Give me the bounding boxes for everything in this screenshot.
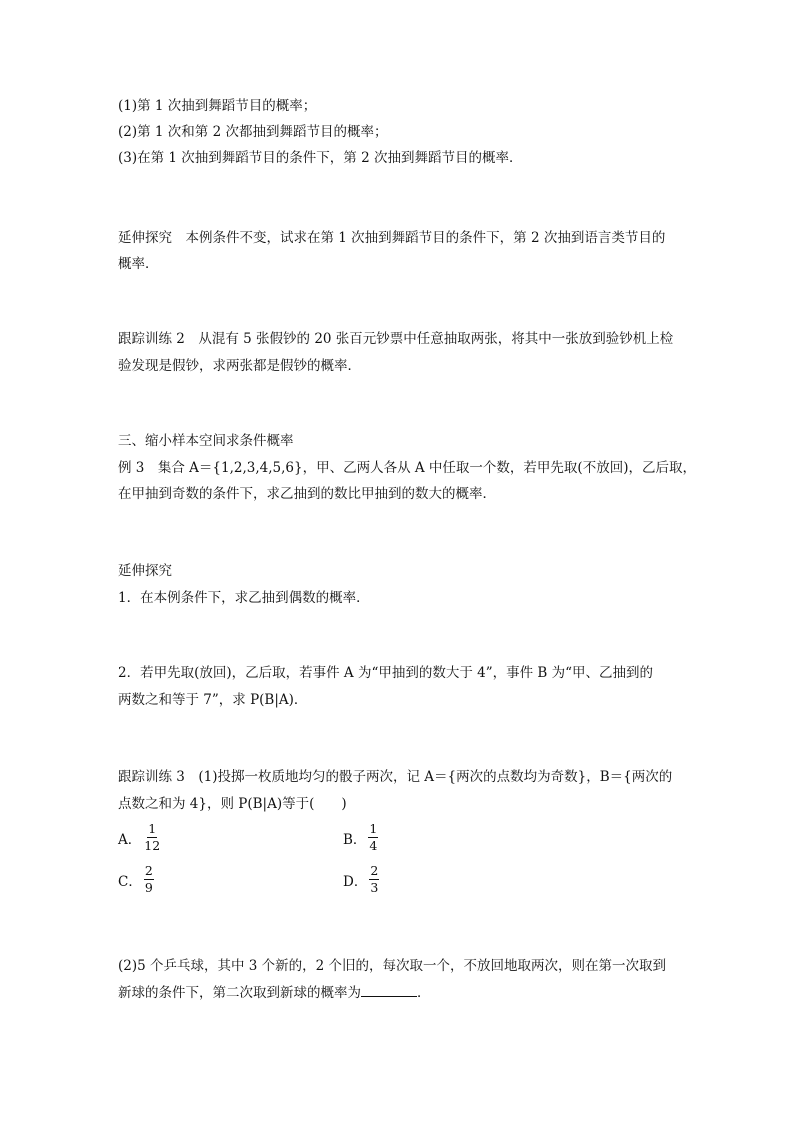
ex2-question-3: (3)在第 1 次抽到舞蹈节目的条件下，第 2 次抽到舞蹈节目的概率． (118, 150, 523, 166)
ex2-question-2: (2)第 1 次和第 2 次都抽到舞蹈节目的概率； (118, 124, 388, 140)
option-a-letter: A． (118, 831, 142, 848)
option-d-denominator: 3 (370, 880, 379, 895)
training3-q2-line2 (118, 984, 431, 1002)
option-b[interactable] (343, 822, 378, 853)
training3-q2-line2-text: 新球的条件下，第二次取到新球的概率为 (118, 985, 361, 1001)
option-b-denominator: 4 (369, 838, 378, 853)
option-c-letter: C． (118, 873, 142, 890)
ex2-question-1: (1)第 1 次抽到舞蹈节目的概率； (118, 98, 317, 114)
training3-q2-line2-end: ． (417, 985, 431, 1001)
extension1-line2: 概率． (118, 256, 159, 272)
option-b-fraction (368, 822, 378, 853)
option-d-numerator: 2 (370, 863, 379, 878)
section3-title: 三、缩小样本空间求条件概率 (118, 433, 294, 449)
option-d-letter: D． (343, 873, 368, 890)
extension2-q2-line1: 2．若甲先取(放回)，乙后取，若事件 A 为“甲抽到的数大于 4”，事件 B 为“甲、乙抽到的 (118, 665, 654, 681)
example3-line2: 在甲抽到奇数的条件下，求乙抽到的数比甲抽到的数大的概率． (118, 486, 496, 502)
option-c[interactable] (118, 864, 154, 895)
option-a-denominator: 12 (144, 838, 161, 853)
extension1-line1: 延伸探究 本例条件不变，试求在第 1 次抽到舞蹈节目的条件下，第 2 次抽到语言类节目的 (118, 230, 666, 246)
option-c-numerator: 2 (144, 863, 153, 878)
option-a[interactable] (118, 822, 161, 853)
option-c-denominator: 9 (144, 880, 153, 895)
extension2-q1: 1．在本例条件下，求乙抽到偶数的概率． (118, 590, 370, 606)
training3-line2: 点数之和为 4}，则 P(B|A)等于( ) (118, 796, 347, 812)
option-b-letter: B． (343, 831, 367, 848)
option-d-fraction (369, 864, 379, 895)
extension2-title: 延伸探究 (118, 563, 172, 579)
option-b-numerator: 1 (369, 821, 378, 836)
answer-blank[interactable] (361, 984, 417, 997)
training3-line1: 跟踪训练 3 (1)投掷一枚质地均匀的骰子两次，记 A＝{两次的点数均为奇数}，B＝{两次的 (118, 769, 673, 785)
training2-line1: 跟踪训练 2 从混有 5 张假钞的 20 张百元钞票中任意抽取两张，将其中一张放到验钞机上检 (118, 331, 674, 347)
option-a-numerator: 1 (148, 821, 157, 836)
extension2-q2-line2: 两数之和等于 7”，求 P(B|A)． (118, 692, 308, 708)
example3-line1: 例 3 集合 A＝{1,2,3,4,5,6}，甲、乙两人各从 A 中任取一个数，若甲先取(不放回)，乙后取， (118, 460, 696, 476)
option-d[interactable] (343, 864, 379, 895)
training2-line2: 验发现是假钞，求两张都是假钞的概率． (118, 358, 361, 374)
option-c-fraction (144, 864, 154, 895)
training3-q2-line1: (2)5 个乒乓球，其中 3 个新的，2 个旧的，每次取一个，不放回地取两次，则在第一次取到 (118, 958, 667, 974)
option-a-fraction (143, 822, 161, 853)
